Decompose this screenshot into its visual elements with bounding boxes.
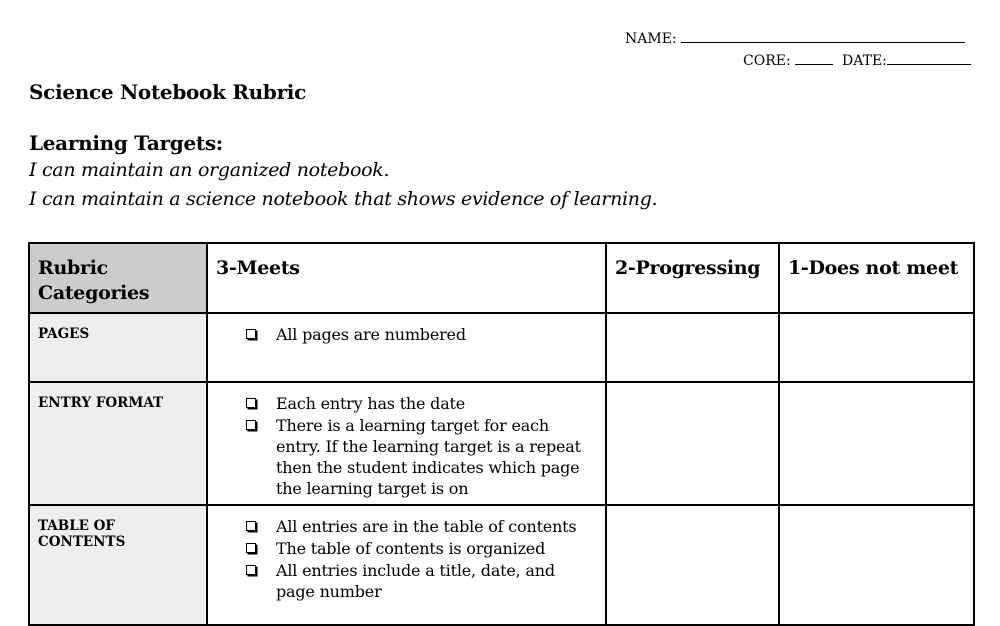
core-label: CORE: [743, 53, 791, 69]
does-not-meet-cell[interactable] [779, 382, 974, 505]
criterion-item[interactable]: All pages are numbered [246, 324, 605, 346]
progressing-cell[interactable] [606, 313, 779, 382]
learning-targets-heading: Learning Targets: [29, 131, 223, 155]
rubric-table [28, 242, 975, 626]
learning-target-item: I can maintain an organized notebook. [29, 159, 390, 181]
core-date-fields [743, 50, 971, 69]
name-field[interactable] [625, 28, 965, 47]
table-row [29, 313, 974, 382]
header-progressing: 2-Progressing [606, 243, 779, 313]
criterion-item[interactable]: There is a learning target for each entry. If the learning target is a repeat then the student indicates which page the learning target is on [246, 415, 605, 499]
table-row [29, 505, 974, 625]
meets-cell [207, 313, 606, 382]
checkbox-icon[interactable] [246, 415, 276, 499]
page-title: Science Notebook Rubric [29, 80, 306, 104]
category-cell: TABLE OF CONTENTS [29, 505, 207, 625]
header-does-not-meet: 1-Does not meet [779, 243, 974, 313]
does-not-meet-cell[interactable] [779, 505, 974, 625]
checkbox-icon[interactable] [246, 516, 276, 538]
progressing-cell[interactable] [606, 505, 779, 625]
table-row [29, 382, 974, 505]
table-header-row [29, 243, 974, 313]
checkbox-icon[interactable] [246, 324, 276, 346]
criterion-item[interactable]: All entries include a title, date, and page number [246, 560, 605, 602]
progressing-cell[interactable] [606, 382, 779, 505]
learning-target-item: I can maintain a science notebook that shows evidence of learning. [29, 188, 658, 210]
criterion-item[interactable]: Each entry has the date [246, 393, 605, 415]
meets-cell [207, 382, 606, 505]
date-blank[interactable] [887, 50, 971, 65]
checkbox-icon[interactable] [246, 560, 276, 602]
name-label: NAME: [625, 31, 677, 47]
core-blank[interactable] [795, 50, 833, 65]
date-label: DATE: [842, 53, 887, 69]
checkbox-icon[interactable] [246, 538, 276, 560]
meets-cell [207, 505, 606, 625]
does-not-meet-cell[interactable] [779, 313, 974, 382]
checkbox-icon[interactable] [246, 393, 276, 415]
name-blank[interactable] [681, 28, 965, 43]
category-cell: PAGES [29, 313, 207, 382]
header-meets: 3-Meets [207, 243, 606, 313]
category-cell: ENTRY FORMAT [29, 382, 207, 505]
criterion-item[interactable]: The table of contents is organized [246, 538, 605, 560]
header-rubric-categories: Rubric Categories [29, 243, 207, 313]
criterion-item[interactable]: All entries are in the table of contents [246, 516, 605, 538]
